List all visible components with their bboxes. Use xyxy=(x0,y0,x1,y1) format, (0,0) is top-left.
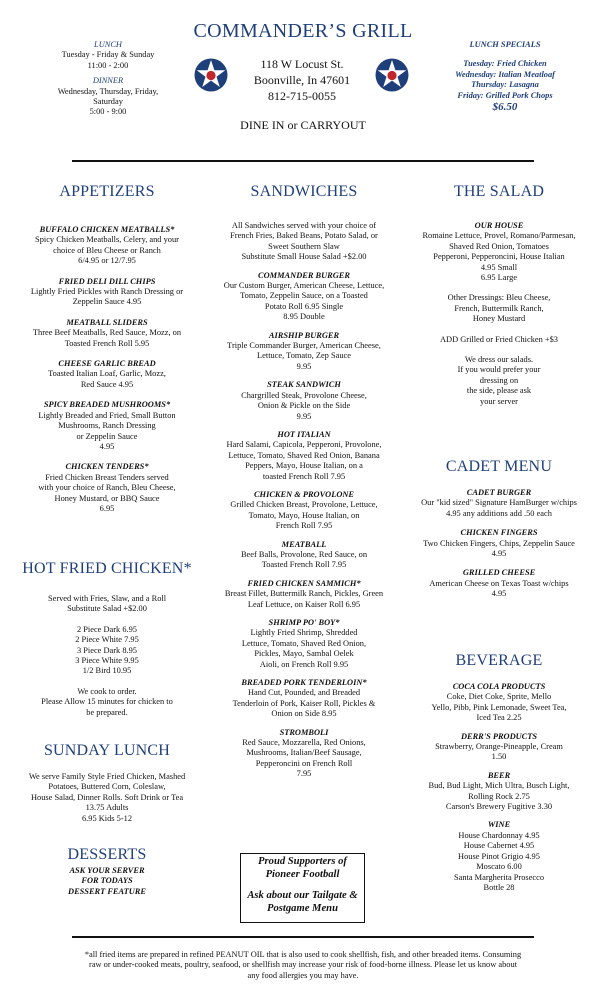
menu-item-name: CHEESE GARLIC BREAD xyxy=(58,359,156,369)
menu-item-description: choice of Bleu Cheese or Ranch xyxy=(53,245,161,255)
desserts-line-1: ASK YOUR SERVER xyxy=(69,866,145,875)
menu-item-name: CHICKEN FINGERS xyxy=(460,528,538,538)
menu-item-description: 7.95 xyxy=(296,769,312,779)
restaurant-name: COMMANDER’S GRILL xyxy=(193,20,413,42)
promo-box xyxy=(240,853,365,923)
dinner-label: DINNER xyxy=(92,76,124,86)
menu-item-description: House Cabernet 4.95 xyxy=(463,841,535,851)
hfc-price-2: 2 Piece White 7.95 xyxy=(75,635,139,645)
menu-item-description: with your choice of Ranch, Bleu Cheese, xyxy=(38,483,176,493)
footer-line-3: any food allergies you may have. xyxy=(247,970,359,980)
roundel-star-icon-left xyxy=(194,58,228,92)
menu-item-description: Bud, Bud Light, Mich Ultra, Busch Light, xyxy=(428,781,570,791)
sandwich-intro-2: French Fries, Baked Beans, Potato Salad, or xyxy=(230,231,378,241)
hfc-price-4: 3 Piece White 9.95 xyxy=(75,656,139,666)
special-wednesday: Wednesday: Italian Meatloaf xyxy=(455,69,555,79)
menu-item-description: Leaf Lettuce, on Kaiser Roll 6.95 xyxy=(247,599,361,609)
menu-item xyxy=(200,678,408,720)
appetizers-section xyxy=(4,183,210,514)
promo-line-4: Ask about our Tailgate & xyxy=(247,890,358,902)
menu-item-description: Zeppelin Sauce 4.95 xyxy=(72,297,142,307)
menu-item xyxy=(4,318,210,349)
promo-line-2: Pioneer Football xyxy=(265,868,340,880)
specials-price: $6.50 xyxy=(492,101,518,114)
menu-item-description: Lettuce, Tomato, Shaved Red Onion, xyxy=(241,638,367,648)
menu-item-description: Mushrooms, Italian/Beef Sausage, xyxy=(246,748,362,758)
sunday-line-5: 6.95 Kids 5-12 xyxy=(81,813,133,823)
menu-item-description: Two Chicken Fingers, Chips, Zeppelin Sauce xyxy=(423,538,575,548)
menu-item-description: Lightly Fried Pickles with Ranch Dressing or xyxy=(30,287,184,297)
menu-item-name: STROMBOLI xyxy=(279,727,329,737)
hot-fried-chicken-heading: HOT FRIED CHICKEN* xyxy=(22,560,192,577)
menu-item xyxy=(4,277,210,308)
menu-item-description: Fried Chicken Breast Tenders served xyxy=(45,472,169,482)
menu-item xyxy=(4,359,210,390)
header-divider xyxy=(72,160,534,162)
house-line-3: Pepperoni, Pepperoncini, House Italian xyxy=(433,252,565,262)
hours-block xyxy=(8,40,208,118)
menu-item-description: Toasted French Roll 7.95 xyxy=(261,560,347,570)
desserts-heading: DESSERTS xyxy=(67,846,147,863)
house-line-4: 4.95 Small xyxy=(480,262,518,272)
menu-item-description: Our "kid sized" Signature HamBurger w/chips xyxy=(421,498,577,508)
menu-item-description: Breast Fillet, Buttermilk Ranch, Pickles, Green xyxy=(224,589,384,599)
hfc-note-3: be prepared. xyxy=(86,707,128,717)
menu-item-description: Iced Tea 2.25 xyxy=(476,713,522,723)
menu-item-description: Peppers, Mayo, House Italian, on a xyxy=(245,461,363,471)
menu-item-name: FRIED DELI DILL CHIPS xyxy=(58,276,156,286)
sunday-line-1: We serve Family Style Fried Chicken, Mashed xyxy=(28,772,186,781)
lunch-label: LUNCH xyxy=(94,40,122,49)
menu-item xyxy=(396,682,602,724)
lunch-specials-label: LUNCH SPECIALS xyxy=(469,40,541,49)
address-line-1: 118 W Locust St. xyxy=(260,57,344,71)
menu-item-description: 1.50 xyxy=(491,752,507,762)
phone-number: 812-715-0055 xyxy=(268,89,336,103)
menu-item xyxy=(396,528,602,559)
menu-item xyxy=(200,380,408,422)
dinner-days-1: Wednesday, Thursday, Friday, xyxy=(57,86,159,96)
menu-item-description: Hard Salami, Capicola, Pepperoni, Provolone, xyxy=(226,440,382,450)
menu-item xyxy=(200,579,408,610)
dinner-days-2: Saturday xyxy=(93,97,123,107)
menu-item xyxy=(396,820,602,893)
menu-item-description: Red Sauce 4.95 xyxy=(80,379,134,389)
menu-item-description: Pickles, Mayo, Sambal Oelek xyxy=(254,649,354,659)
beverage-section xyxy=(396,652,602,893)
lunch-days: Tuesday - Friday & Sunday xyxy=(61,50,155,60)
menu-item xyxy=(396,771,602,813)
menu-item-description: Moscato 6.00 xyxy=(476,862,522,872)
salad-heading: THE SALAD xyxy=(453,183,545,200)
salad-note-3: dressing on xyxy=(479,375,519,385)
salad-note-2: If you would prefer your xyxy=(457,365,541,375)
menu-item-name: DERR'S PRODUCTS xyxy=(460,731,538,741)
salad-section xyxy=(396,183,602,407)
dressings-line-3: Honey Mustard xyxy=(472,314,526,324)
menu-item xyxy=(200,271,408,323)
dressings-line-2: French, Buttermilk Ranch, xyxy=(454,303,544,313)
menu-item-description: House Chardonnay 4.95 xyxy=(458,830,540,840)
menu-item-description: Lettuce, Tomato, Zep Sauce xyxy=(257,351,351,361)
menu-item xyxy=(200,331,408,373)
menu-item-name: BREADED PORK TENDERLOIN* xyxy=(241,678,367,688)
service-type: DINE IN or CARRYOUT xyxy=(240,118,366,132)
menu-item-description: French Roll 7.95 xyxy=(275,521,333,531)
menu-item xyxy=(200,728,408,780)
sandwich-intro-4: Substitute Small House Salad +$2.00 xyxy=(241,252,367,262)
menu-item-name: GRILLED CHEESE xyxy=(462,568,536,578)
desserts-line-3: DESSERT FEATURE xyxy=(68,886,146,896)
salad-note-4: the side, please ask xyxy=(466,386,532,396)
menu-item-name: STEAK SANDWICH xyxy=(267,380,341,390)
lunch-hours: 11:00 - 2:00 xyxy=(87,60,129,70)
menu-item-description: Yello, Pibb, Pink Lemonade, Sweet Tea, xyxy=(431,702,567,712)
menu-item-description: 9.95 xyxy=(296,361,312,371)
menu-item-description: House Pinot Grigio 4.95 xyxy=(458,851,540,861)
menu-item-description: Tomato, Zeppelin Sauce, on a Toasted xyxy=(240,291,368,301)
menu-item-description: 6.95 xyxy=(99,503,115,513)
menu-item-description: 4.95 xyxy=(491,589,507,599)
salad-add-chicken: ADD Grilled or Fried Chicken +$3 xyxy=(440,334,558,344)
menu-item xyxy=(200,618,408,670)
menu-item-description: Triple Commander Burger, American Cheese, xyxy=(227,341,381,351)
hfc-note-2: Please Allow 15 minutes for chicken to xyxy=(41,697,173,707)
house-line-2: Shaved Red Onion, Tomatoes xyxy=(449,241,549,251)
menu-item-description: 8.95 Double xyxy=(283,312,325,322)
lunch-specials-block xyxy=(410,40,600,114)
special-friday: Friday: Grilled Pork Chops xyxy=(457,90,553,100)
menu-item-description: Mushrooms, Ranch Dressing xyxy=(58,421,156,431)
sandwiches-heading: SANDWICHES xyxy=(250,183,358,200)
menu-item-description: Honey Mustard, or BBQ Sauce xyxy=(54,493,160,503)
menu-item-description: Tenderloin of Pork, Kaiser Roll, Pickles & xyxy=(232,698,376,708)
sunday-line-2: Potatoes, Buttered Corn, Coleslaw, xyxy=(48,782,166,792)
promo-line-5: Postgame Menu xyxy=(267,902,338,914)
menu-item-description: Pepperoncini on French Roll xyxy=(255,758,353,768)
menu-item-description: Rolling Rock 2.75 xyxy=(468,791,530,801)
menu-item xyxy=(396,568,602,599)
sandwich-intro-1: All Sandwiches served with your choice of xyxy=(231,221,377,230)
menu-item-description: Beef Balls, Provolone, Red Sauce, on xyxy=(240,549,368,559)
menu-item-description: Lettuce, Tomato, Shaved Red Onion, Banana xyxy=(228,450,380,460)
salad-note-5: your server xyxy=(480,396,518,406)
hfc-intro-2: Substitute Salad +$2.00 xyxy=(67,604,147,614)
hfc-price-1: 2 Piece Dark 6.95 xyxy=(76,624,137,634)
hot-fried-chicken-section xyxy=(4,560,210,718)
menu-item-description: Grilled Chicken Breast, Provolone, Lettuce, xyxy=(230,500,378,510)
sandwich-intro-3: Sweet Southern Slaw xyxy=(268,241,340,251)
menu-item-name: CHICKEN & PROVOLONE xyxy=(253,489,355,499)
menu-item-description: Santa Margherita Prosecco xyxy=(453,872,545,882)
menu-item-name: MEATBALL xyxy=(281,539,327,549)
cadet-heading: CADET MENU xyxy=(445,458,553,475)
menu-item-name: MEATBALL SLIDERS xyxy=(66,317,148,327)
menu-item-description: Lightly Breaded and Fried, Small Button xyxy=(38,410,176,420)
menu-item-name: BEER xyxy=(487,770,511,780)
hfc-note-1: We cook to order. xyxy=(77,686,137,696)
cadet-section xyxy=(396,458,602,600)
dressings-line-1: Other Dressings: Bleu Cheese, xyxy=(447,293,551,303)
menu-item-description: Lightly Fried Shrimp, Shredded xyxy=(250,628,358,638)
footer-line-1: *all fried items are prepared in refined PEANUT OIL that is also used to cook shellfish, fish, and other breaded items. Consuming xyxy=(84,950,522,959)
footer-divider xyxy=(72,936,534,938)
menu-item-name: HOT ITALIAN xyxy=(277,429,331,439)
house-salad-name: OUR HOUSE xyxy=(474,221,524,230)
menu-item-name: BUFFALO CHICKEN MEATBALLS* xyxy=(39,225,175,234)
menu-item-description: Spicy Chicken Meatballs, Celery, and your xyxy=(35,235,179,245)
menu-item-description: Chargrilled Steak, Provolone Cheese, xyxy=(241,390,367,400)
promo-line-1: Proud Supporters of xyxy=(258,856,347,867)
menu-item xyxy=(4,400,210,452)
hfc-intro-1: Served with Fries, Slaw, and a Roll xyxy=(47,594,167,603)
salad-note-1: We dress our salads. xyxy=(464,355,534,365)
menu-item-description: 4.95 xyxy=(491,549,507,559)
menu-item-description: American Cheese on Texas Toast w/chips xyxy=(429,578,569,588)
menu-item xyxy=(396,488,602,519)
menu-item-description: 9.95 xyxy=(296,411,312,421)
address-block xyxy=(232,56,372,104)
menu-item-name: SPICY BREADED MUSHROOMS* xyxy=(43,400,171,410)
menu-item-name: AIRSHIP BURGER xyxy=(268,330,340,340)
menu-item-description: 6/4.95 or 12/7.95 xyxy=(78,256,136,266)
beverage-heading: BEVERAGE xyxy=(455,652,543,669)
special-tuesday: Tuesday: Fried Chicken xyxy=(463,59,547,69)
sunday-lunch-section xyxy=(4,742,210,824)
menu-item-description: Aioli, on French Roll 9.95 xyxy=(259,659,349,669)
menu-item-description: 4.95 any additions add .50 each xyxy=(446,508,552,518)
menu-item-description: Red Sauce, Mozzarella, Red Onions, xyxy=(242,738,366,748)
menu-item-description: Strawberry, Orange-Pineapple, Cream xyxy=(435,742,563,752)
sunday-lunch-heading: SUNDAY LUNCH xyxy=(43,742,171,759)
menu-item-description: 4.95 xyxy=(99,441,115,451)
menu-item-description: Toasted Italian Loaf, Garlic, Mozz, xyxy=(48,369,166,379)
allergy-notice xyxy=(20,950,586,981)
hfc-price-3: 3 Piece Dark 8.95 xyxy=(76,645,137,655)
menu-item xyxy=(200,540,408,571)
appetizers-heading: APPETIZERS xyxy=(59,183,155,200)
menu-item-name: FRIED CHICKEN SAMMICH* xyxy=(247,578,361,588)
desserts-line-2: FOR TODAYS xyxy=(81,876,133,886)
menu-item-description: Tomato, Mayo, House Italian, on xyxy=(248,510,360,520)
menu-item xyxy=(4,462,210,514)
roundel-star-icon-right xyxy=(375,58,409,92)
menu-item-name: CHICKEN TENDERS* xyxy=(65,462,149,472)
menu-item-name: COMMANDER BURGER xyxy=(258,270,350,280)
menu-item-description: toasted French Roll 7.95 xyxy=(262,471,346,481)
menu-item-description: Bottle 28 xyxy=(483,882,515,892)
house-line-5: 6.95 Large xyxy=(480,273,518,283)
footer-line-2: raw or under-cooked meats, poultry, seafood, or shellfish may increase your risk of food-borne illness. Please let us know about xyxy=(89,960,517,970)
address-line-2: Boonville, In 47601 xyxy=(253,73,351,87)
menu-item xyxy=(200,490,408,532)
special-thursday: Thursday: Lasagna xyxy=(471,80,539,90)
menu-item-name: WINE xyxy=(487,820,511,830)
menu-item-description: Three Beef Meatballs, Red Sauce, Mozz, on xyxy=(32,328,182,338)
menu-item-name: CADET BURGER xyxy=(466,488,532,497)
menu-item-description: Hand Cut, Pounded, and Breaded xyxy=(247,688,361,698)
menu-item-description: Onion & Pickle on the Side xyxy=(257,401,351,411)
menu-item-description: Our Custom Burger, American Cheese, Lettuce, xyxy=(223,281,385,291)
menu-item xyxy=(396,732,602,763)
menu-item-description: or Zeppelin Sauce xyxy=(76,431,138,441)
sunday-line-3: House Salad, Dinner Rolls. Soft Drink or Tea xyxy=(30,792,184,802)
menu-item-name: COCA COLA PRODUCTS xyxy=(452,682,546,691)
menu-item-description: Coke, Diet Coke, Sprite, Mello xyxy=(446,692,552,702)
menu-item-description: Toasted French Roll 5.95 xyxy=(64,338,150,348)
menu-item xyxy=(4,225,210,267)
house-line-1: Romaine Lettuce, Provel, Romano/Parmesan, xyxy=(422,231,576,241)
hfc-price-5: 1/2 Bird 10.95 xyxy=(82,666,132,676)
menu-item-description: Carson's Brewery Fugitive 3.30 xyxy=(445,802,553,812)
menu-item-description: Potato Roll 6.95 Single xyxy=(264,301,344,311)
menu-item-name: SHRIMP PO' BOY* xyxy=(268,618,340,627)
desserts-section xyxy=(4,846,210,897)
menu-item-description: Onion on Side 8.95 xyxy=(271,709,337,719)
sunday-line-4: 13.75 Adults xyxy=(85,803,129,813)
dinner-hours: 5:00 - 9:00 xyxy=(89,107,127,117)
menu-item xyxy=(200,430,408,482)
sandwiches-section xyxy=(200,183,408,780)
